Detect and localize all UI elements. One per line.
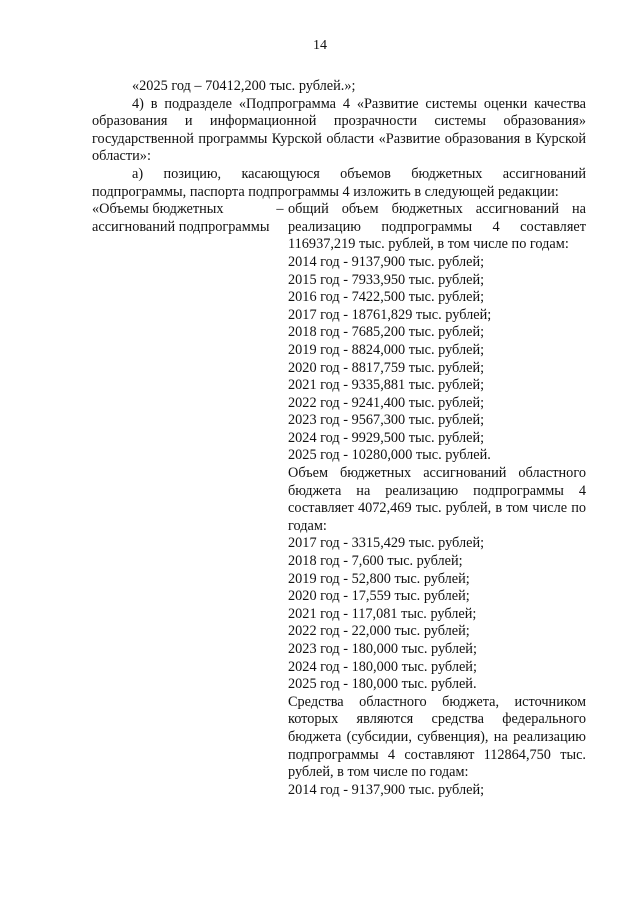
block1-year-2023: 2023 год - 9567,300 тыс. рублей; [288,412,485,429]
block1-intro: общий объем бюджетных ассигнований на реализацию подпрограммы 4 составляет 116937,219 тыс. рублей, в том числе по годам: [288,201,586,253]
block1-year-2015: 2015 год - 7933,950 тыс. рублей; [288,271,485,288]
paragraph-2: 4) в подразделе «Подпрограмма 4 «Развитие системы оценки качества образования и информационной прозрачности системы образования» государственной программы Курской области «Развитие образования в Курской области»: [92,95,586,165]
block2-year-2025: 2025 год - 180,000 тыс. рублей. [288,676,477,693]
paragraph-3: а) позицию, касающуюся объемов бюджетных ассигнований подпрограммы, паспорта подпрограммы 4 изложить в следующей редакции: [92,165,586,200]
block2-year-2019: 2019 год - 52,800 тыс. рублей; [288,570,470,587]
block2-year-2020: 2020 год - 17,559 тыс. рублей; [288,588,470,605]
block2-year-2018: 2018 год - 7,600 тыс. рублей; [288,553,463,570]
table-left-label: «Объемы бюджетных ассигнований подпрограммы [92,201,270,235]
block3-year-2014: 2014 год - 9137,900 тыс. рублей; [288,781,485,798]
block2-year-2017: 2017 год - 3315,429 тыс. рублей; [288,535,485,552]
block2-year-2022: 2022 год - 22,000 тыс. рублей; [288,623,470,640]
block1-year-2019: 2019 год - 8824,000 тыс. рублей; [288,341,485,358]
block1-year-2018: 2018 год - 7685,200 тыс. рублей; [288,324,485,341]
block1-year-2016: 2016 год - 7422,500 тыс. рублей; [288,289,485,306]
paragraph-1: «2025 год – 70412,200 тыс. рублей.»; [132,78,356,94]
block2-intro: Объем бюджетных ассигнований областного бюджета на реализацию подпрограммы 4 составляет 4072,469 тыс. рублей, в том числе по годам: [288,465,586,534]
block1-year-2020: 2020 год - 8817,759 тыс. рублей; [288,359,485,376]
block1-year-2021: 2021 год - 9335,881 тыс. рублей; [288,377,485,394]
passport-table [92,201,586,799]
table-right-content [288,201,586,799]
block1-year-2025: 2025 год - 10280,000 тыс. рублей. [288,447,491,464]
document-body [92,78,586,799]
block2-year-2024: 2024 год - 180,000 тыс. рублей; [288,658,477,675]
block2-year-2023: 2023 год - 180,000 тыс. рублей; [288,641,477,657]
block1-year-2017: 2017 год - 18761,829 тыс. рублей; [288,306,492,323]
page-number: 14 [313,38,327,53]
table-dash: – [276,201,284,218]
block1-year-2024: 2024 год - 9929,500 тыс. рублей; [288,429,485,446]
block1-year-2014: 2014 год - 9137,900 тыс. рублей; [288,253,485,270]
block3-intro: Средства областного бюджета, источником которых являются средства федерального бюджета (субсидии, субвенция), на реализацию подпрограммы 4 составляют 112864,750 тыс. рублей, в том числе по годам: [288,693,586,781]
block2-year-2021: 2021 год - 117,081 тыс. рублей; [288,605,477,622]
block1-year-2022: 2022 год - 9241,400 тыс. рублей; [288,394,485,411]
